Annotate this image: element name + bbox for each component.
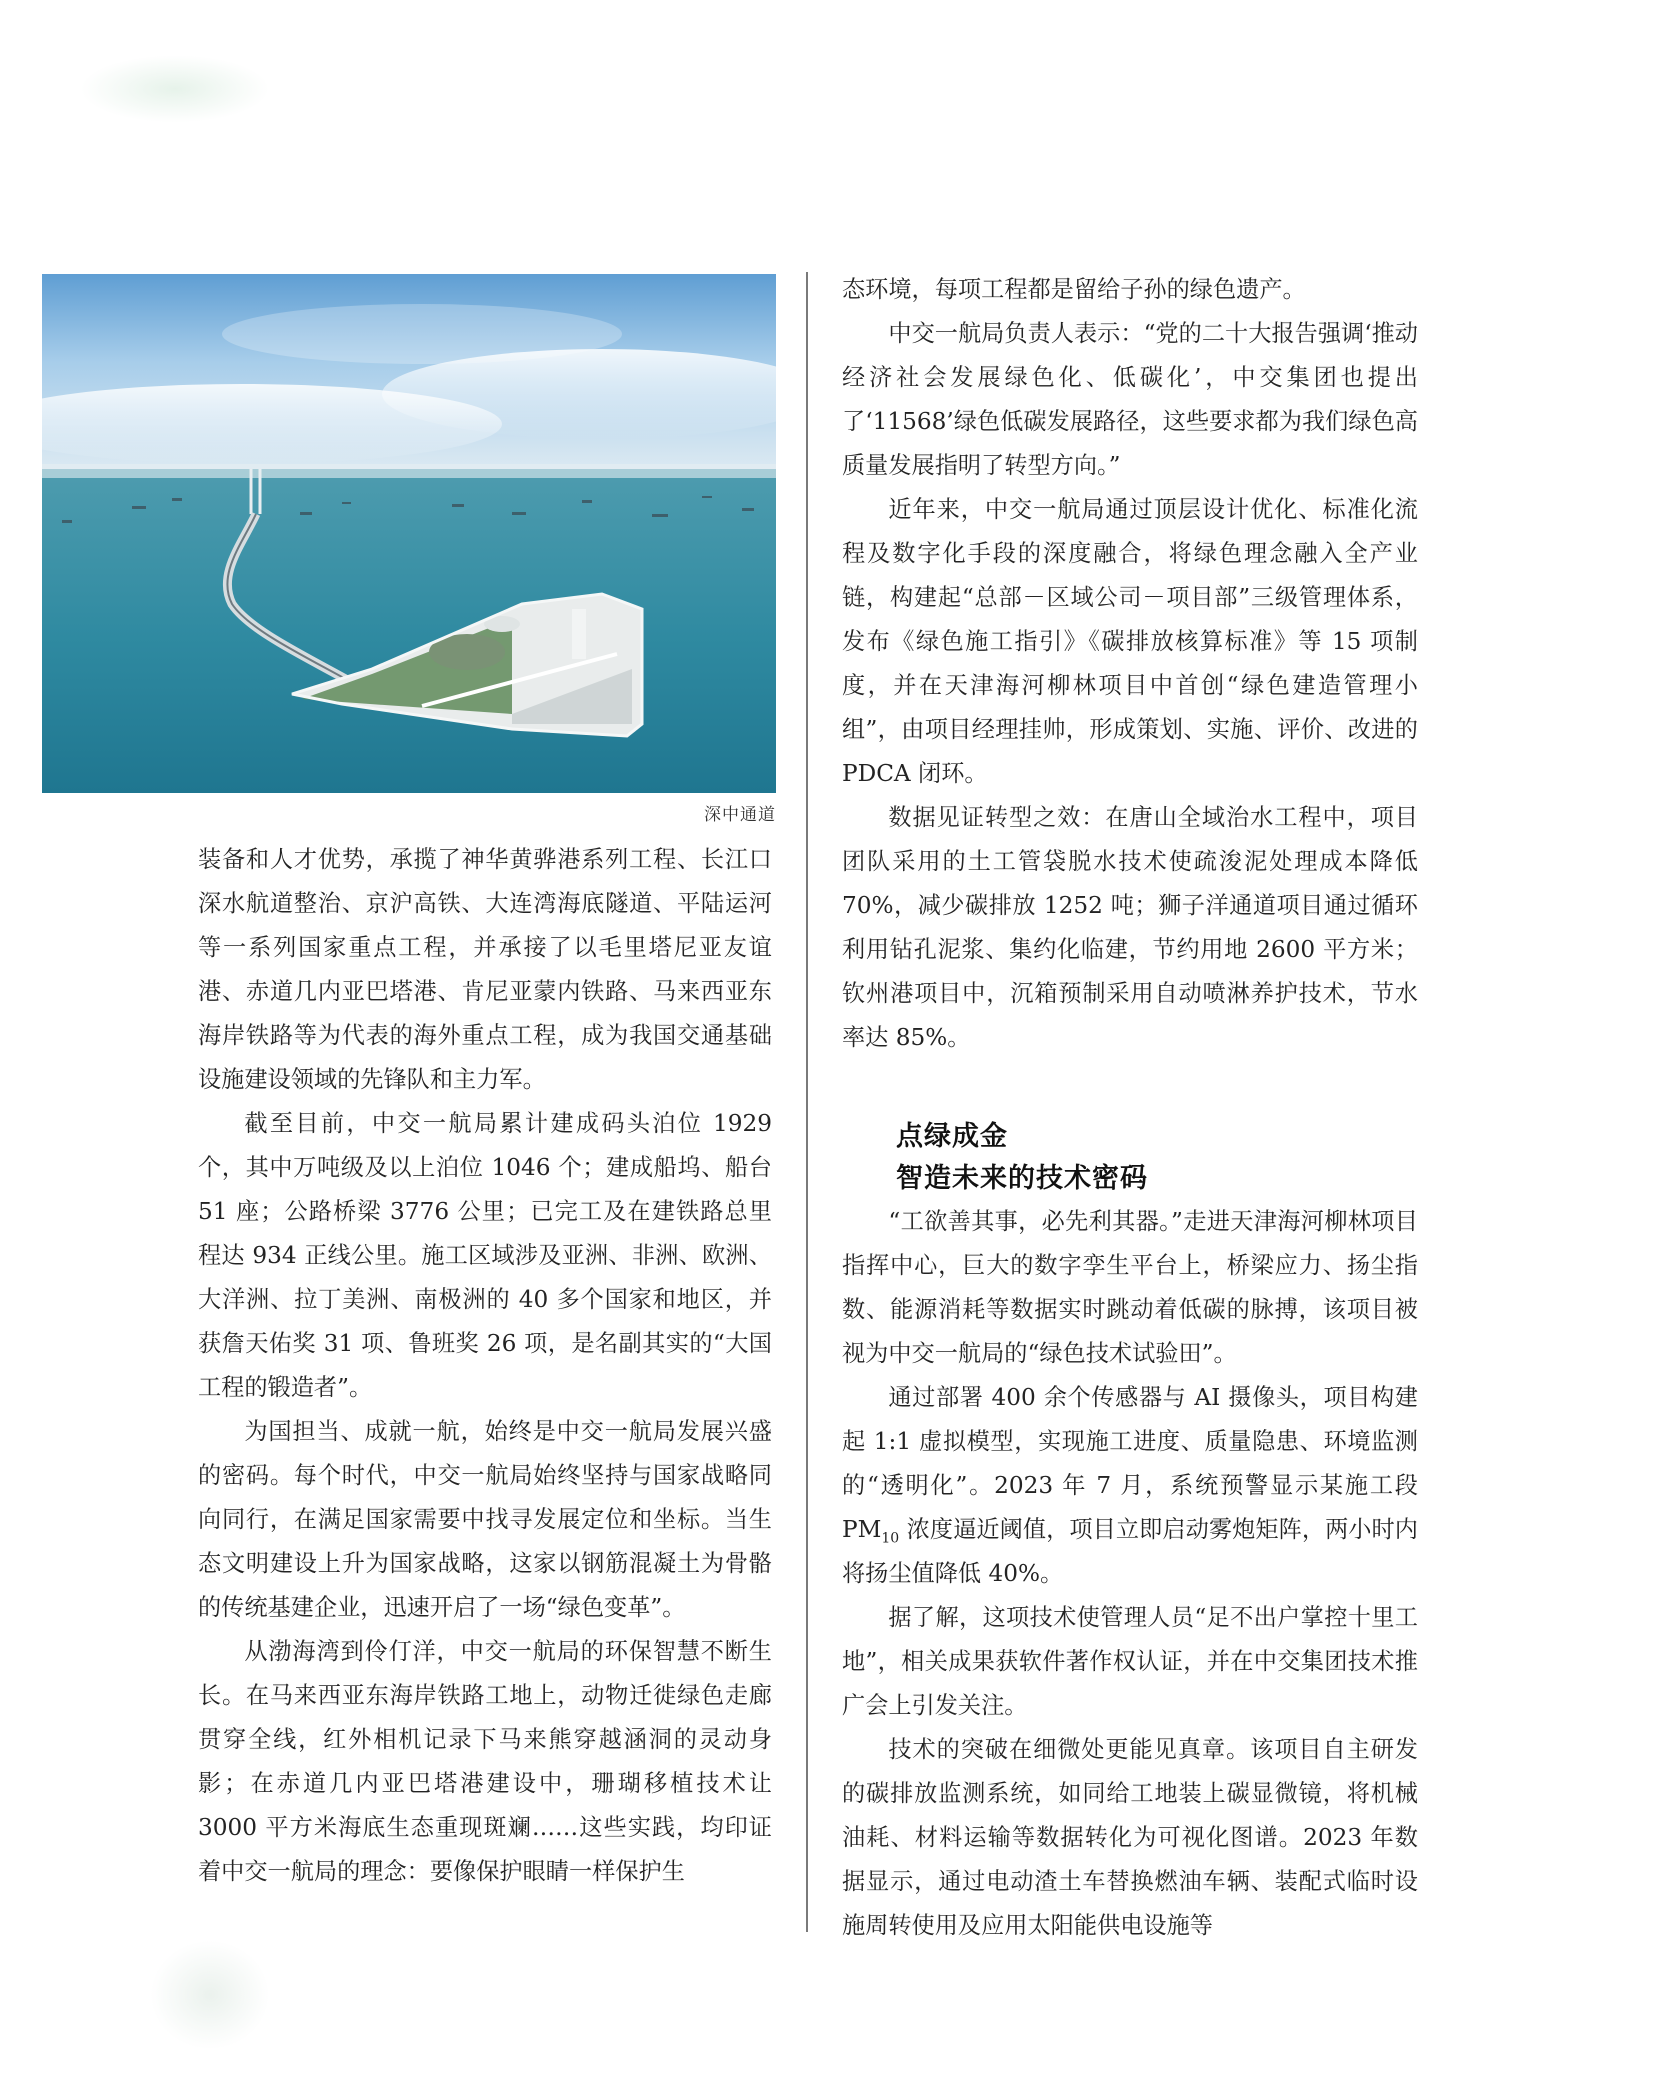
paragraph: “工欲善其事，必先利其器。”走进天津海河柳林项目指挥中心，巨大的数字孪生平台上，桥梁应力、扬尘指数、能源消耗等数据实时跳动着低碳的脉搏，该项目被视为中交一航局的“绿色技术试验田”。: [842, 1208, 1418, 1367]
section-title: 点绿成金: [896, 1121, 1008, 1152]
paragraph: 装备和人才优势，承揽了神华黄骅港系列工程、长江口深水航道整治、京沪高铁、大连湾海底隧道、平陆运河等一系列国家重点工程，并承接了以毛里塔尼亚友谊港、赤道几内亚巴塔港、肯尼亚蒙内铁路、马来西亚东海岸铁路等为代表的海外重点工程，成为我国交通基础设施建设领域的先锋队和主力军。: [198, 846, 772, 1093]
paragraph: 近年来，中交一航局通过顶层设计优化、标准化流程及数字化手段的深度融合，将绿色理念融入全产业链，构建起“总部－区域公司－项目部”三级管理体系，发布《绿色施工指引》《碳排放核算标准》等 15 项制度，并在天津海河柳林项目中首创“绿色建造管理小组”，由项目经理挂帅，形成策划、实施、评价、改进的 PDCA 闭环。: [842, 496, 1418, 787]
paragraph: 为国担当、成就一航，始终是中交一航局发展兴盛的密码。每个时代，中交一航局始终坚持与国家战略同向同行，在满足国家需要中找寻发展定位和坐标。当生态文明建设上升为国家战略，这家以钢筋混凝土为骨骼的传统基建企业，迅速开启了一场“绿色变革”。: [198, 1418, 772, 1621]
subscript-text: 10: [881, 1530, 900, 1547]
paragraph: 数据见证转型之效：在唐山全域治水工程中，项目团队采用的土工管袋脱水技术使疏浚泥处理成本降低 70%，减少碳排放 1252 吨；狮子洋通道项目通过循环利用钻孔泥浆、集约化临建，节约用地 2600 平方米；钦州港项目中，沉箱预制采用自动喷淋养护技术，节水率达 85%。: [842, 804, 1418, 1051]
left-column: [198, 838, 772, 1894]
page-tab-decoration: [80, 55, 270, 123]
bridge-island-illustration: [42, 274, 776, 793]
column-divider: [806, 272, 808, 1932]
photo-caption: 深中通道: [704, 805, 776, 825]
paragraph: 截至目前，中交一航局累计建成码头泊位 1929 个，其中万吨级及以上泊位 1046 个；建成船坞、船台 51 座；公路桥梁 3776 公里；已完工及在建铁路总里程达 934 正线公里。施工区域涉及亚洲、非洲、欧洲、大洋洲、拉丁美洲、南极洲的 40 多个国家和地区，并获詹天佑奖 31 项、鲁班奖 26 项，是名副其实的“大国工程的锻造者”。: [198, 1110, 772, 1401]
paragraph: 从渤海湾到伶仃洋，中交一航局的环保智慧不断生长。在马来西亚东海岸铁路工地上，动物迁徙绿色走廊贯穿全线，红外相机记录下马来熊穿越涵洞的灵动身影；在赤道几内亚巴塔港建设中，珊瑚移植技术让 3000 平方米海底生态重现斑斓……这些实践，均印证着中交一航局的理念：要像保护眼睛一样保护生: [198, 1638, 772, 1885]
article-photo: [42, 274, 776, 793]
paragraph: 据了解，这项技术使管理人员“足不出户掌控十里工地”，相关成果获软件著作权认证，并在中交集团技术推广会上引发关注。: [842, 1604, 1418, 1719]
right-column: [842, 268, 1418, 1948]
section-subtitle: 智造未来的技术密码: [896, 1163, 1148, 1194]
paragraph: [842, 1376, 1418, 1596]
paragraph: 中交一航局负责人表示：“党的二十大报告强调‘推动经济社会发展绿色化、低碳化’，中交集团也提出了‘11568’绿色低碳发展路径，这些要求都为我们绿色高质量发展指明了转型方向。”: [842, 320, 1418, 479]
paragraph: 技术的突破在细微处更能见真章。该项目自主研发的碳排放监测系统，如同给工地装上碳显微镜，将机械油耗、材料运输等数据转化为可视化图谱。2023 年数据显示，通过电动渣土车替换燃油车辆、装配式临时设施周转使用及应用太阳能供电设施等: [842, 1736, 1418, 1939]
paragraph-text: 浓度逼近阈值，项目立即启动雾炮矩阵，两小时内将扬尘值降低 40%。: [842, 1516, 1418, 1587]
paragraph: 态环境，每项工程都是留给子孙的绿色遗产。: [842, 276, 1306, 303]
page-corner-decoration: [150, 1940, 270, 2050]
paragraph-text: 通过部署 400 余个传感器与 AI 摄像头，项目构建起 1:1 虚拟模型，实现施工进度、质量隐患、环境监测的“透明化”。2023 年 7 月，系统预警显示某施工段 PM: [842, 1384, 1418, 1543]
section-spacer: [842, 1060, 1418, 1116]
